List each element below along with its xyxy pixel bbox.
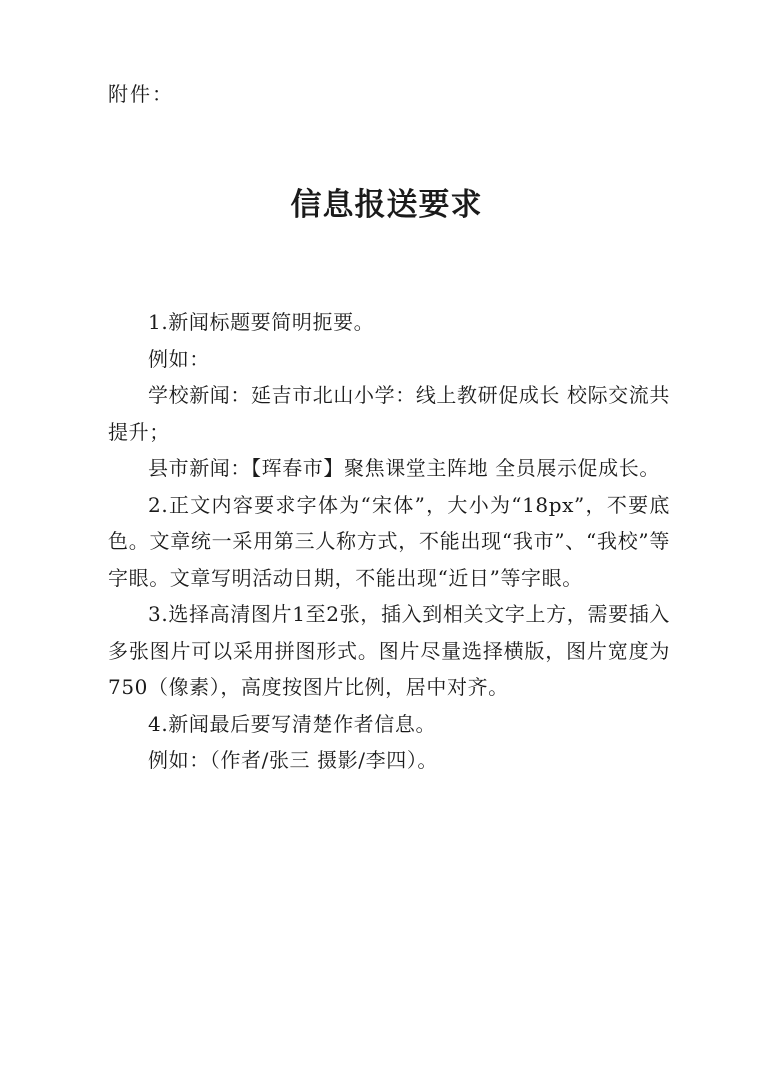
paragraph-body-format-rule: 2.正文内容要求字体为“宋体”，大小为“18px”，不要底色。文章统一采用第三人称方式，不能出现“我市”、“我校”等字眼。文章写明活动日期，不能出现“近日”等字眼。 [108, 492, 670, 590]
document-body [108, 304, 670, 779]
paragraph-author-rule: 4.新闻最后要写清楚作者信息。 [148, 711, 437, 736]
paragraph-school-news-example: 学校新闻：延吉市北山小学：线上教研促成长 校际交流共提升； [108, 383, 670, 444]
paragraph-image-rule: 3.选择高清图片1至2张，插入到相关文字上方，需要插入多张图片可以采用拼图形式。图片尽量选择横版，图片宽度为750（像素），高度按图片比例，居中对齐。 [108, 602, 670, 699]
paragraph-author-example: 例如：（作者/张三 摄影/李四）。 [148, 748, 439, 772]
paragraph-example-label: 例如： [148, 346, 210, 371]
document-title: 信息报送要求 [290, 187, 483, 223]
paragraph-title-rule: 1.新闻标题要简明扼要。 [148, 310, 375, 334]
attachment-label: 附件： [108, 82, 174, 106]
paragraph-county-news-example: 县市新闻：【珲春市】聚焦课堂主阵地 全员展示促成长。 [148, 456, 660, 480]
